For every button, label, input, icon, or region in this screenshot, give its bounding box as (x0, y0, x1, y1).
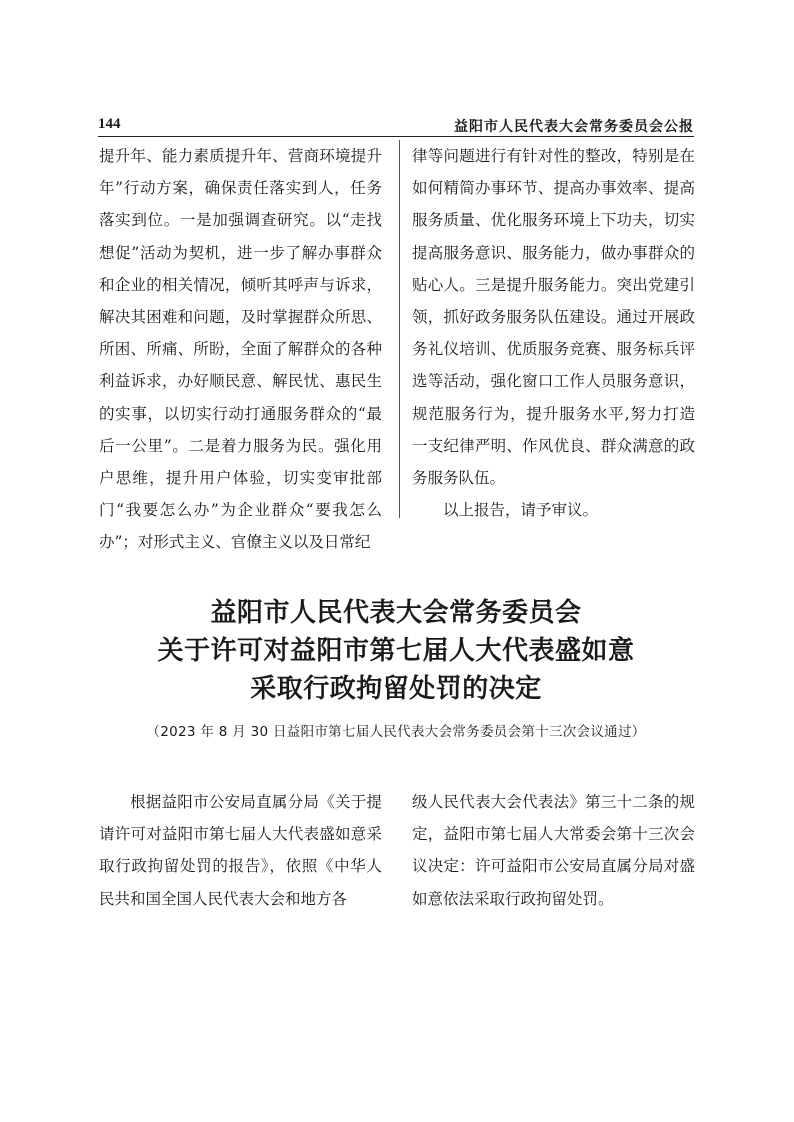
title-line: 关于许可对益阳市第七届人大代表盛如意 (157, 636, 635, 666)
text-line: 落实到位。一是加强调查研究。以“走找 (99, 211, 382, 230)
report-paragraph-continued (99, 140, 382, 559)
text-line: 级人民代表大会代表法》第三十二条的规 (412, 793, 695, 811)
text-line: 如何精简办事环节、提高办事效率、提高 (412, 179, 695, 198)
report-right-column (412, 140, 695, 526)
text-line: 贴心人。三是提升服务能力。突出党建引 (412, 275, 695, 294)
decision-right-column (412, 786, 695, 915)
closing-line: 以上报告，请予审议。 (443, 501, 599, 520)
text-line: 规范服务行为，提升服务水平,努力打造 (412, 404, 695, 423)
text-line: 领，抓好政务服务队伍建设。通过开展政 (412, 308, 695, 327)
text-line: 年”行动方案，确保责任落实到人，任务 (99, 179, 382, 198)
page-number: 144 (98, 116, 121, 132)
text-line: 提高服务意识、服务能力，做办事群众的 (412, 243, 695, 262)
text-line: 和企业的相关情况，倾听其呼声与诉求， (99, 275, 382, 294)
document-subtitle: （2023 年 8 月 30 日益阳市第七届人民代表大会常务委员会第十三次会议通过） (146, 724, 646, 740)
page-header (98, 114, 694, 136)
text-line: 户思维，提升用户体验，切实变审批部门 (99, 469, 382, 520)
document-title (98, 594, 694, 708)
decision-left-column (99, 786, 382, 915)
text-line: 所困、所痛、所盼，全面了解群众的各种 (99, 340, 382, 359)
text-line: 想促”活动为契机，进一步了解办事群众 (99, 243, 382, 262)
text-line: 提升年、能力素质提升年、营商环境提升 (99, 147, 382, 165)
text-line: 根据益阳市公安局直属分局《关于提 (130, 793, 382, 811)
report-left-column (99, 140, 382, 559)
text-line: 利益诉求，办好顺民意、解民忧、惠民生 (99, 372, 382, 391)
text-line: 解决其困难和问题，及时掌握群众所思、 (99, 308, 382, 327)
report-paragraph-end (412, 140, 695, 494)
text-line: 办”；对形式主义、官僚主义以及日常纪 (99, 533, 371, 552)
header-rule (98, 136, 694, 137)
text-line: “我要怎么办”为企业群众“要我怎么 (116, 501, 382, 520)
running-title: 益阳市人民代表大会常务委员会公报 (454, 119, 694, 135)
text-line: 选等活动，强化窗口工作人员服务意识， (412, 372, 695, 391)
text-line: 律等问题进行有针对性的整改，特别是在 (412, 147, 695, 165)
text-line: 后一公里”。二是着力服务为民。强化用 (99, 436, 382, 455)
text-line: 的实事，以切实行动打通服务群众的“最 (99, 404, 382, 423)
text-line: 人民共和国全国人民代表大会和地方各 (99, 857, 382, 908)
text-line: 请许可对益阳市第七届人大代表盛如意 (99, 825, 367, 844)
text-line: 采取行政拘留处罚的报告》，依照《中华 (99, 825, 382, 876)
text-line: 定，益阳市第七届人大常委会第十三次会 (412, 825, 695, 844)
decision-paragraph-continued (412, 786, 695, 915)
text-line: 务礼仪培训、优质服务竞赛、服务标兵评 (412, 340, 695, 359)
title-line: 益阳市人民代表大会常务委员会 (210, 598, 582, 628)
text-line: 议决定：许可益阳市公安局直属分局对盛 (412, 857, 695, 876)
title-line: 采取行政拘留处罚的决定 (250, 674, 542, 704)
text-line: 务服务队伍。 (412, 469, 506, 488)
text-line: 服务质量、优化服务环境上下功夫，切实 (412, 211, 695, 230)
text-line: 如意依法采取行政拘留处罚。 (412, 889, 614, 908)
decision-paragraph (99, 786, 382, 915)
column-divider (399, 140, 400, 518)
text-line: 一支纪律严明、作风优良、群众满意的政 (412, 436, 695, 455)
